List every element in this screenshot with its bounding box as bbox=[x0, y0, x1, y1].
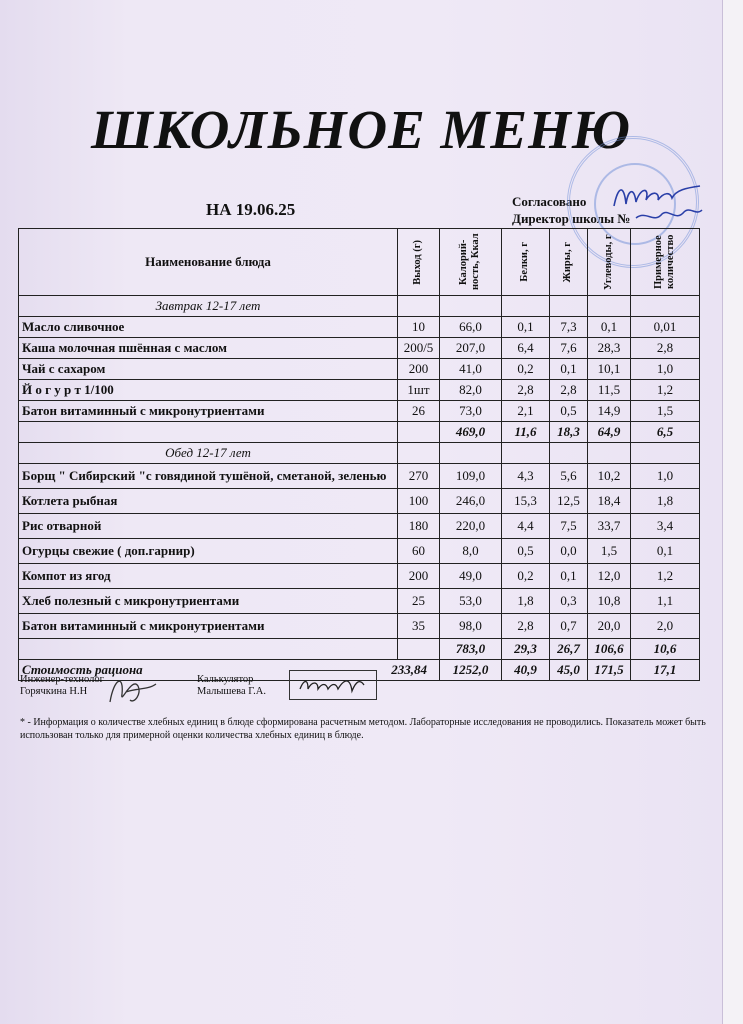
dish-name: Огурцы свежие ( доп.гарнир) bbox=[19, 539, 398, 564]
dish-yield: 180 bbox=[398, 514, 440, 539]
calculator-role: Калькулятор bbox=[197, 674, 254, 685]
header-carbs bbox=[588, 229, 631, 296]
dish-protein: 6,4 bbox=[502, 338, 550, 359]
table-row bbox=[19, 380, 700, 401]
dish-name: Масло сливочное bbox=[19, 317, 398, 338]
dish-kcal: 207,0 bbox=[440, 338, 502, 359]
dish-name: Батон витаминный с микронутриентами bbox=[19, 614, 398, 639]
dish-kcal: 246,0 bbox=[440, 489, 502, 514]
dish-carb: 0,1 bbox=[588, 317, 631, 338]
approval-label: Согласовано bbox=[512, 194, 587, 209]
dish-carb: 33,7 bbox=[588, 514, 631, 539]
empty-cell bbox=[440, 296, 502, 317]
section-title: Обед 12-17 лет bbox=[19, 443, 398, 464]
total-protein: 11,6 bbox=[502, 422, 550, 443]
empty-cell bbox=[502, 296, 550, 317]
dish-protein: 0,1 bbox=[502, 317, 550, 338]
total-units: 6,5 bbox=[631, 422, 700, 443]
dish-name: Компот из ягод bbox=[19, 564, 398, 589]
dish-units: 1,8 bbox=[631, 489, 700, 514]
header-bread-units-text: Примерное количество bbox=[652, 234, 676, 290]
scan-margin bbox=[723, 0, 743, 1024]
empty-cell bbox=[502, 443, 550, 464]
empty-cell bbox=[440, 443, 502, 464]
dish-kcal: 41,0 bbox=[440, 359, 502, 380]
dish-kcal: 8,0 bbox=[440, 539, 502, 564]
dish-carb: 20,0 bbox=[588, 614, 631, 639]
dish-protein: 4,4 bbox=[502, 514, 550, 539]
dish-fat: 0,1 bbox=[550, 359, 588, 380]
header-fats-text: Жиры, г bbox=[562, 241, 574, 283]
footnote: * - Информация о количестве хлебных единиц в блюде сформирована расчетным методом. Лабораторные исследования не проводились. Показатель может быть использован только для примерной оценки количества хлебных единиц в блюде. bbox=[20, 717, 706, 741]
dish-kcal: 98,0 bbox=[440, 614, 502, 639]
empty-cell bbox=[550, 443, 588, 464]
table-row bbox=[19, 539, 700, 564]
dish-yield: 200/5 bbox=[398, 338, 440, 359]
dish-fat: 0,3 bbox=[550, 589, 588, 614]
header-calories bbox=[440, 229, 502, 296]
dish-kcal: 82,0 bbox=[440, 380, 502, 401]
dish-kcal: 220,0 bbox=[440, 514, 502, 539]
dish-name: Й о г у р т 1/100 bbox=[19, 380, 398, 401]
dish-carb: 28,3 bbox=[588, 338, 631, 359]
total-fat: 18,3 bbox=[550, 422, 588, 443]
table-row bbox=[19, 338, 700, 359]
dish-kcal: 73,0 bbox=[440, 401, 502, 422]
table-row bbox=[19, 589, 700, 614]
empty-cell bbox=[19, 422, 398, 443]
empty-cell bbox=[588, 296, 631, 317]
dish-units: 2,0 bbox=[631, 614, 700, 639]
dish-yield: 200 bbox=[398, 564, 440, 589]
director-label: Директор школы № bbox=[512, 211, 631, 226]
total-carb: 106,6 bbox=[588, 639, 631, 660]
dish-units: 1,0 bbox=[631, 359, 700, 380]
dish-protein: 2,1 bbox=[502, 401, 550, 422]
table-row bbox=[19, 614, 700, 639]
grand-total-fat: 45,0 bbox=[550, 660, 588, 681]
empty-cell bbox=[398, 296, 440, 317]
section-title: Завтрак 12-17 лет bbox=[19, 296, 398, 317]
dish-carb: 14,9 bbox=[588, 401, 631, 422]
dish-yield: 270 bbox=[398, 464, 440, 489]
dish-name: Хлеб полезный с микронутриентами bbox=[19, 589, 398, 614]
dish-fat: 7,3 bbox=[550, 317, 588, 338]
dish-units: 2,8 bbox=[631, 338, 700, 359]
table-row bbox=[19, 564, 700, 589]
cost-label: Стоимость рациона bbox=[22, 662, 143, 677]
dish-name: Чай с сахаром bbox=[19, 359, 398, 380]
menu-table bbox=[18, 228, 700, 681]
total-kcal: 469,0 bbox=[440, 422, 502, 443]
calculator-signature-block bbox=[197, 674, 266, 698]
dish-protein: 0,2 bbox=[502, 564, 550, 589]
dish-name: Борщ " Сибирский "с говядиной тушёной, сметаной, зеленью bbox=[19, 464, 398, 489]
dish-units: 0,1 bbox=[631, 539, 700, 564]
page-title: ШКОЛЬНОЕ МЕНЮ bbox=[91, 99, 631, 160]
empty-cell bbox=[398, 443, 440, 464]
dish-yield: 26 bbox=[398, 401, 440, 422]
table-row bbox=[19, 401, 700, 422]
dish-protein: 2,8 bbox=[502, 380, 550, 401]
dish-fat: 12,5 bbox=[550, 489, 588, 514]
engineer-signature-block bbox=[20, 674, 104, 698]
dish-kcal: 49,0 bbox=[440, 564, 502, 589]
dish-fat: 7,6 bbox=[550, 338, 588, 359]
dish-fat: 0,1 bbox=[550, 564, 588, 589]
dish-carb: 18,4 bbox=[588, 489, 631, 514]
empty-cell bbox=[631, 443, 700, 464]
dish-fat: 2,8 bbox=[550, 380, 588, 401]
dish-units: 1,1 bbox=[631, 589, 700, 614]
dish-name: Котлета рыбная bbox=[19, 489, 398, 514]
total-kcal: 783,0 bbox=[440, 639, 502, 660]
dish-name: Рис отварной bbox=[19, 514, 398, 539]
engineer-name: Горячкина Н.Н bbox=[20, 686, 88, 697]
total-units: 10,6 bbox=[631, 639, 700, 660]
header-yield bbox=[398, 229, 440, 296]
total-carb: 64,9 bbox=[588, 422, 631, 443]
dish-units: 1,2 bbox=[631, 380, 700, 401]
header-calories-text: Калорий-ность, Ккал bbox=[458, 233, 482, 291]
total-fat: 26,7 bbox=[550, 639, 588, 660]
empty-cell bbox=[398, 639, 440, 660]
calculator-signature-box bbox=[289, 670, 377, 700]
dish-units: 3,4 bbox=[631, 514, 700, 539]
section-row-breakfast bbox=[19, 296, 700, 317]
grand-total-carb: 171,5 bbox=[588, 660, 631, 681]
dish-protein: 4,3 bbox=[502, 464, 550, 489]
header-yield-text: Выход (г) bbox=[412, 239, 424, 285]
total-row-breakfast bbox=[19, 422, 700, 443]
dish-yield: 10 bbox=[398, 317, 440, 338]
director-signature bbox=[606, 166, 706, 236]
total-protein: 29,3 bbox=[502, 639, 550, 660]
menu-date: НА 19.06.25 bbox=[206, 200, 296, 219]
table-header-row bbox=[19, 229, 700, 296]
dish-carb: 11,5 bbox=[588, 380, 631, 401]
table-row bbox=[19, 514, 700, 539]
dish-carb: 10,2 bbox=[588, 464, 631, 489]
table-row bbox=[19, 359, 700, 380]
calculator-signature bbox=[290, 671, 376, 699]
dish-name: Каша молочная пшённая с маслом bbox=[19, 338, 398, 359]
empty-cell bbox=[19, 639, 398, 660]
dish-fat: 0,5 bbox=[550, 401, 588, 422]
cost-price: 233,84 bbox=[391, 662, 427, 677]
table-row bbox=[19, 489, 700, 514]
dish-name: Батон витаминный с микронутриентами bbox=[19, 401, 398, 422]
dish-carb: 10,1 bbox=[588, 359, 631, 380]
grand-total-protein: 40,9 bbox=[502, 660, 550, 681]
total-row-lunch bbox=[19, 639, 700, 660]
dish-protein: 2,8 bbox=[502, 614, 550, 639]
dish-yield: 35 bbox=[398, 614, 440, 639]
dish-protein: 15,3 bbox=[502, 489, 550, 514]
section-row-lunch bbox=[19, 443, 700, 464]
empty-cell bbox=[550, 296, 588, 317]
header-bread-units bbox=[631, 229, 700, 296]
dish-units: 1,2 bbox=[631, 564, 700, 589]
empty-cell bbox=[631, 296, 700, 317]
header-dish-name: Наименование блюда bbox=[19, 229, 398, 296]
dish-protein: 1,8 bbox=[502, 589, 550, 614]
table-row bbox=[19, 464, 700, 489]
dish-protein: 0,2 bbox=[502, 359, 550, 380]
header-proteins bbox=[502, 229, 550, 296]
engineer-signature bbox=[104, 668, 160, 712]
dish-protein: 0,5 bbox=[502, 539, 550, 564]
table-row bbox=[19, 317, 700, 338]
grand-total-units: 17,1 bbox=[631, 660, 700, 681]
dish-fat: 7,5 bbox=[550, 514, 588, 539]
dish-kcal: 109,0 bbox=[440, 464, 502, 489]
empty-cell bbox=[588, 443, 631, 464]
dish-kcal: 53,0 bbox=[440, 589, 502, 614]
dish-yield: 1шт bbox=[398, 380, 440, 401]
header-carbs-text: Углеводы, г bbox=[602, 234, 614, 290]
header-fats bbox=[550, 229, 588, 296]
dish-fat: 5,6 bbox=[550, 464, 588, 489]
dish-kcal: 66,0 bbox=[440, 317, 502, 338]
header-proteins-text: Белки, г bbox=[519, 242, 531, 282]
dish-carb: 10,8 bbox=[588, 589, 631, 614]
calculator-name: Малышева Г.А. bbox=[197, 686, 266, 697]
dish-yield: 25 bbox=[398, 589, 440, 614]
dish-carb: 1,5 bbox=[588, 539, 631, 564]
dish-units: 1,5 bbox=[631, 401, 700, 422]
dish-fat: 0,0 bbox=[550, 539, 588, 564]
dish-units: 0,01 bbox=[631, 317, 700, 338]
dish-yield: 60 bbox=[398, 539, 440, 564]
dish-fat: 0,7 bbox=[550, 614, 588, 639]
dish-units: 1,0 bbox=[631, 464, 700, 489]
dish-carb: 12,0 bbox=[588, 564, 631, 589]
engineer-role: Инженер-технолог bbox=[20, 674, 104, 685]
empty-cell bbox=[398, 422, 440, 443]
grand-total-kcal: 1252,0 bbox=[440, 660, 502, 681]
dish-yield: 200 bbox=[398, 359, 440, 380]
dish-yield: 100 bbox=[398, 489, 440, 514]
